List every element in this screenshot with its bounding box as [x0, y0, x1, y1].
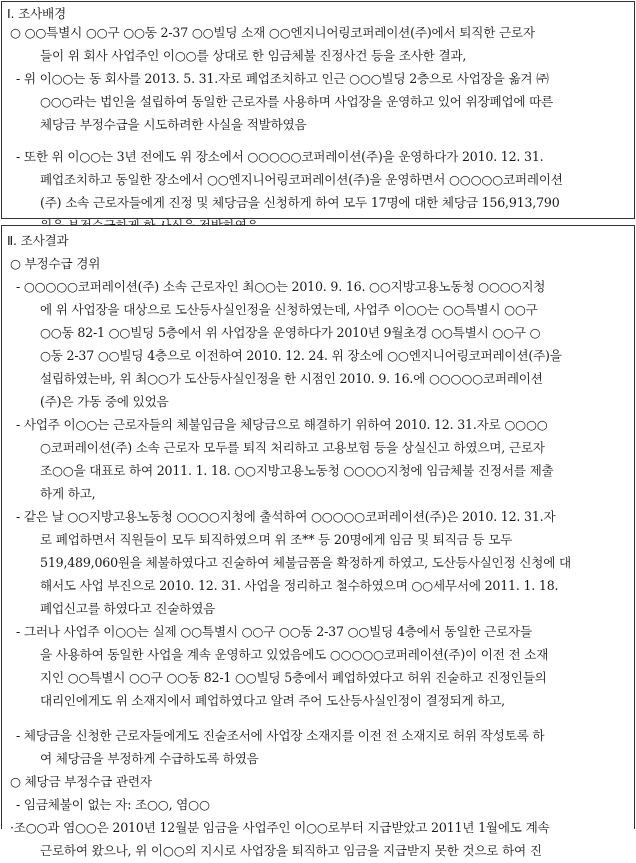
subheading-line: ○ 체당금 부정수급 관련자 [10, 774, 152, 789]
paragraph-line: 근로하여 왔으나, 위 이○○의 지시로 사업장을 퇴직하고 임금을 지급받지 못한 것으로 하여 진 [40, 843, 542, 858]
paragraph-line: 폐업신고를 하였다고 진술하였음 [40, 601, 216, 616]
section-heading: Ⅱ. 조사결과 [7, 233, 69, 248]
paragraph-line: (주) 소속 근로자들에게 진정 및 체당금을 신청하게 하여 모두 17명에 대한 체당금 156,913,790 [40, 195, 560, 210]
paragraph-line: (주)은 가동 중에 있었음 [40, 394, 169, 409]
paragraph-line: - ○○○○○코퍼레이션(주) 소속 근로자인 최○○는 2010. 9. 16. ○○지방고용노동청 ○○○○지청 [16, 279, 546, 294]
paragraph-line: ○코퍼레이션(주) 소속 근로자 모두를 퇴직 처리하고 고용보험 등을 상실신고 하였으며, 근로자 [40, 440, 545, 455]
paragraph-line: 지인 ○○특별시 ○○구 ○○동 82-1 ○○빌딩 5층에서 폐업하였다고 허위 진술하고 진정인들의 [40, 670, 547, 685]
results-section-box [1, 225, 635, 858]
paragraph-line: 폐업조치하고 동일한 장소에서 ○○엔지니어링코퍼레이션(주)을 운영하면서 ○○○○○코퍼레이션 [40, 172, 563, 187]
section-heading: Ⅰ. 조사배경 [7, 6, 66, 21]
subheading-line: ○ 부정수급 경위 [10, 256, 101, 271]
paragraph-line: 설립하였는바, 위 최○○가 도산등사실인정을 한 시점인 2010. 9. 16.에 ○○○○○코퍼레이션 [40, 371, 543, 386]
paragraph-line: - 사업주 이○○는 근로자들의 체불임금을 체당금으로 해결하기 위하여 2010. 12. 31.자로 ○○○○ [16, 417, 548, 432]
paragraph-line: - 위 이○○는 동 회사를 2013. 5. 31.자로 폐업조치하고 인근 ○○○빌딩 2층으로 사업장을 옮겨 ㈜ [16, 71, 549, 86]
paragraph-line: - 그러나 사업주 이○○는 실제 ○○특별시 ○○구 ○○동 2-37 ○○빌딩 4층에서 동일한 근로자들 [16, 624, 532, 639]
paragraph-line: 로 폐업하면서 직원들이 모두 퇴직하였으며 위 조** 등 20명에게 임금 및 퇴직금 등 모두 [40, 532, 513, 547]
background-section-box [1, 1, 635, 219]
paragraph-line: 하게 하고, [40, 486, 96, 501]
paragraph-line: ○ ○○특별시 ○○구 ○○동 2-37 ○○빌딩 소재 ○○엔지니어링코퍼레이션(주)에서 퇴직한 근로자 [10, 25, 535, 40]
paragraph-line: 체당금 부정수급을 시도하려한 사실을 적발하였음 [40, 117, 307, 132]
paragraph-line: - 같은 날 ○○지방고용노동청 ○○○○지청에 출석하여 ○○○○○코퍼레이션(주)은 2010. 12. 31.자 [16, 509, 556, 524]
paragraph-line: ○동 2-37 ○○빌딩 4층으로 이전하여 2010. 12. 24. 위 장소에 ○○엔지니어링코퍼레이션(주)을 [40, 348, 562, 363]
paragraph-line: 에 위 사업장을 대상으로 도산등사실인정을 신청하였는데, 사업주 이○○는 ○○특별시 ○○구 [40, 302, 538, 317]
paragraph-line: 조○○을 대표로 하여 2011. 1. 18. ○○지방고용노동청 ○○○○지청에 임금체불 진정서를 제출 [40, 463, 554, 478]
paragraph-line: 해서도 사업 부진으로 2010. 12. 31. 사업을 정리하고 철수하였으며 ○○세무서에 2011. 1. 18. [40, 578, 559, 593]
paragraph-line: ·조○○과 염○○은 2010년 12월분 임금을 사업주인 이○○로부터 지급받았고 2011년 1월에도 계속 [10, 820, 550, 835]
paragraph-line: ○○○라는 법인을 설립하여 동일한 근로자를 사용하며 사업장을 운영하고 있어 위장폐업에 따른 [40, 94, 554, 109]
paragraph-line: 을 사용하여 동일한 사업을 계속 운영하고 있었음에도 ○○○○○코퍼레이션(주)이 이전 전 소재 [40, 647, 549, 662]
paragraph-line: - 체당금을 신청한 근로자들에게도 진술조서에 사업장 소재지를 이전 전 소재지로 허위 작성토록 하 [16, 728, 545, 743]
paragraph-line: - 또한 위 이○○는 3년 전에도 위 장소에서 ○○○○○코퍼레이션(주)을 운영하다가 2010. 12. 31. [16, 149, 544, 164]
paragraph-line: ○○동 82-1 ○○빌딩 5층에서 위 사업장을 운영하다가 2010년 9월초경 ○○특별시 ○○구 ○ [40, 325, 541, 340]
paragraph-line: 519,489,060원을 체불하였다고 진술하여 체불금품을 확정하게 하였고, 도산등사실인정 신청에 대 [40, 555, 571, 570]
paragraph-line: 대리인에게도 위 소재지에서 폐업하였다고 알려 주어 도산등사실인정이 결정되게 하고, [40, 693, 505, 708]
paragraph-line: 들이 위 회사 사업주인 이○○를 상대로 한 임금체불 진정사건 등을 조사한 결과, [40, 48, 467, 63]
paragraph-line: 여 체당금을 부정하게 수급하도록 하였음 [40, 751, 259, 766]
paragraph-line: - 임금체불이 없는 자: 조○○, 염○○ [16, 797, 210, 812]
